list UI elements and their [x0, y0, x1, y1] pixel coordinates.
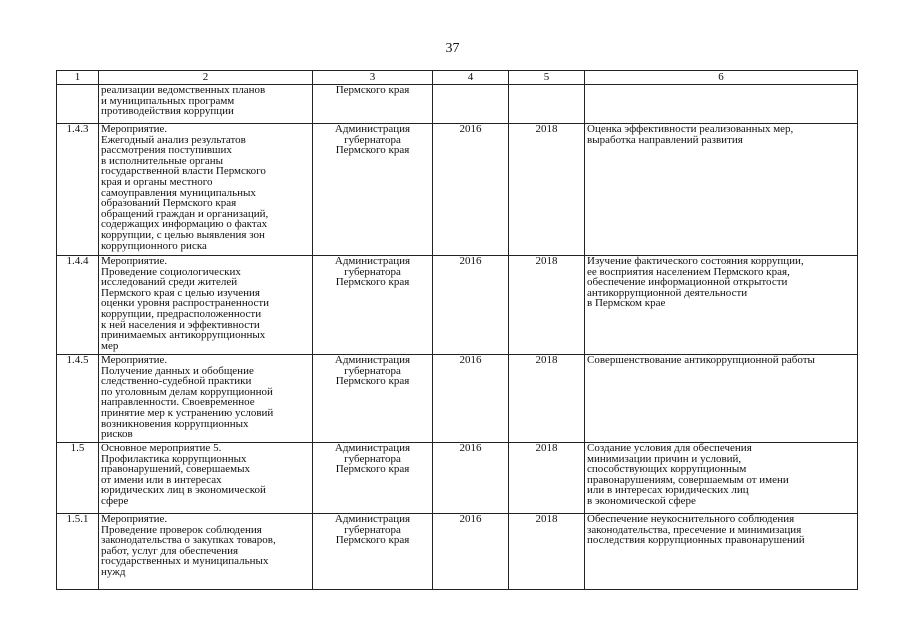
activity-description-line: направленности. Своевременное — [101, 396, 255, 409]
activity-description-line: работ, услуг для обеспечения — [101, 544, 239, 557]
activity-description-line: коррупционного риска — [101, 239, 207, 252]
expected-result-line: Создание условия для обеспечения — [587, 442, 752, 454]
activity-description-line: юридических лиц в экономической — [101, 484, 266, 497]
executor-cell — [313, 85, 433, 124]
activity-description-line: Проведение проверок соблюдения — [101, 523, 262, 536]
activity-description-line: коррупции, с целью выявления зон — [101, 228, 265, 241]
expected-result-line: минимизации причин и условий, — [587, 452, 742, 465]
executor-cell — [313, 443, 433, 514]
activity-description-line: Ежегодный анализ результатов — [101, 133, 246, 146]
activity-description-cell — [99, 443, 313, 514]
program-activities-table — [56, 70, 858, 590]
executor-line: Пермского края — [335, 144, 410, 157]
activity-description-line: рисков — [101, 428, 133, 441]
header-col-5: 5 — [509, 71, 585, 85]
activity-description-line: принятие мер к устранению условий — [101, 406, 274, 419]
executor-line: губернатора — [344, 265, 401, 278]
start-year-cell: 2016 — [433, 124, 509, 256]
start-year-cell — [433, 85, 509, 124]
activity-description-line: Мероприятие. — [101, 255, 168, 267]
executor-cell — [313, 355, 433, 443]
expected-result-line: обеспечение информационной открытости — [587, 276, 788, 289]
activity-description-line: края и органы местного — [101, 175, 213, 188]
executor-line: Администрация — [334, 123, 411, 135]
activity-description-line: Мероприятие. — [101, 354, 168, 366]
end-year-cell: 2018 — [509, 514, 585, 590]
activity-description-line: в исполнительные органы — [101, 154, 223, 167]
item-number-cell: 1.5.1 — [57, 514, 99, 590]
activity-description-line: государственных и муниципальных — [101, 555, 269, 568]
end-year-cell: 2018 — [509, 124, 585, 256]
expected-result-line: в экономической сфере — [587, 494, 696, 507]
activity-description-line: государственной власти Пермского — [101, 165, 266, 178]
activity-description-line: к ней населения и эффективности — [101, 318, 260, 331]
activity-description-cell — [99, 355, 313, 443]
expected-result-line: Обеспечение неукоснительного соблюдения — [587, 513, 795, 525]
activity-description-line: Профилактика коррупционных — [101, 452, 247, 465]
activity-description-line: образований Пермского края — [101, 197, 237, 210]
expected-result-cell — [585, 124, 858, 256]
activity-description-line: коррупции, предрасположенности — [101, 307, 262, 320]
expected-result-line: или в интересах юридических лиц — [587, 484, 749, 497]
item-number-cell: 1.4.3 — [57, 124, 99, 256]
expected-result-line: Совершенствование антикоррупционной работы — [587, 354, 815, 366]
header-col-3: 3 — [313, 71, 433, 85]
executor-cell — [313, 256, 433, 355]
activity-description-line: Мероприятие. — [101, 123, 168, 135]
expected-result-cell — [585, 514, 858, 590]
expected-result-line: правонарушениям, совершаемым от имени — [587, 473, 789, 486]
table-row — [57, 443, 858, 514]
end-year-cell: 2018 — [509, 256, 585, 355]
item-number-cell: 1.4.5 — [57, 355, 99, 443]
executor-line: губернатора — [344, 133, 401, 146]
table-row — [57, 355, 858, 443]
activity-description-line: Проведение социологических — [101, 265, 241, 278]
page-number: 37 — [445, 41, 460, 56]
end-year-cell — [509, 85, 585, 124]
expected-result-line: последствия коррупционных правонарушений — [587, 534, 805, 547]
activity-description-cell — [99, 85, 313, 124]
start-year-cell: 2016 — [433, 355, 509, 443]
expected-result-cell — [585, 85, 858, 124]
header-col-1: 1 — [57, 71, 99, 85]
executor-line: Пермского края — [335, 463, 410, 476]
item-number-cell: 1.4.4 — [57, 256, 99, 355]
expected-result-cell — [585, 443, 858, 514]
expected-result-line: ее восприятия населением Пермского края, — [587, 265, 790, 278]
table-row — [57, 256, 858, 355]
start-year-cell: 2016 — [433, 443, 509, 514]
executor-line: Администрация — [334, 442, 411, 454]
executor-line: Администрация — [334, 354, 411, 366]
expected-result-cell — [585, 256, 858, 355]
table-row — [57, 124, 858, 256]
activity-description-line: Основное мероприятие 5. — [101, 442, 222, 454]
expected-result-line: способствующих коррупционным — [587, 463, 747, 476]
table-row — [57, 514, 858, 590]
table-header-row — [57, 71, 858, 85]
activity-description-line: правонарушений, совершаемых — [101, 463, 251, 476]
expected-result-line: антикоррупционной деятельности — [587, 286, 748, 299]
executor-line: Пермского края — [335, 534, 410, 547]
activity-description-line: следственно-судебной практики — [101, 375, 252, 388]
activity-description-cell — [99, 514, 313, 590]
expected-result-line: Изучение фактического состояния коррупции, — [587, 255, 804, 267]
activity-description-line: мер — [101, 339, 119, 352]
item-number-cell: 1.5 — [57, 443, 99, 514]
activity-description-line: содержащих информацию о фактах — [101, 218, 268, 231]
activity-description-line: Получение данных и обобщение — [101, 364, 254, 377]
activity-description-line: исследований среди жителей — [101, 276, 238, 289]
expected-result-line: в Пермском крае — [587, 297, 666, 310]
item-number-cell — [57, 85, 99, 124]
executor-line: Администрация — [334, 513, 411, 525]
activity-description-line: законодательства о закупках товаров, — [101, 534, 276, 547]
activity-description-line: реализации ведомственных планов — [101, 84, 266, 96]
expected-result-line: Оценка эффективности реализованных мер, — [587, 123, 794, 135]
table-row — [57, 85, 858, 124]
executor-line: губернатора — [344, 364, 401, 377]
activity-description-line: сфере — [101, 494, 129, 507]
activity-description-line: от имени или в интересах — [101, 473, 222, 486]
activity-description-line: по уголовным делам коррупционной — [101, 385, 273, 398]
executor-cell — [313, 124, 433, 256]
activity-description-line: Мероприятие. — [101, 513, 168, 525]
activity-description-line: противодействия коррупции — [101, 105, 234, 118]
activity-description-line: принимаемых антикоррупционных — [101, 329, 266, 342]
executor-line: Пермского края — [335, 375, 410, 388]
executor-cell — [313, 514, 433, 590]
activity-description-line: оценки уровня распространенности — [101, 297, 270, 310]
executor-line: Администрация — [334, 255, 411, 267]
expected-result-cell — [585, 355, 858, 443]
start-year-cell: 2016 — [433, 514, 509, 590]
activity-description-line: рассмотрения поступивших — [101, 144, 232, 157]
executor-line: губернатора — [344, 523, 401, 536]
activity-description-line: обращений граждан и организаций, — [101, 207, 269, 220]
expected-result-line: выработка направлений развития — [587, 133, 743, 146]
header-col-2: 2 — [99, 71, 313, 85]
expected-result-line: законодательства, пресечение и минимизация — [587, 523, 802, 536]
header-col-6: 6 — [585, 71, 858, 85]
end-year-cell: 2018 — [509, 355, 585, 443]
end-year-cell: 2018 — [509, 443, 585, 514]
activity-description-line: самоуправления муниципальных — [101, 186, 256, 199]
activity-description-line: возникновения коррупционных — [101, 417, 249, 430]
header-col-4: 4 — [433, 71, 509, 85]
activity-description-cell — [99, 256, 313, 355]
activity-description-cell — [99, 124, 313, 256]
activity-description-line: нужд — [101, 565, 126, 578]
start-year-cell: 2016 — [433, 256, 509, 355]
activity-description-line: и муниципальных программ — [101, 94, 235, 107]
executor-line: Пермского края — [335, 276, 410, 289]
executor-line: губернатора — [344, 452, 401, 465]
activity-description-line: Пермского края с целью изучения — [101, 286, 260, 299]
executor-line: Пермского края — [335, 84, 410, 96]
